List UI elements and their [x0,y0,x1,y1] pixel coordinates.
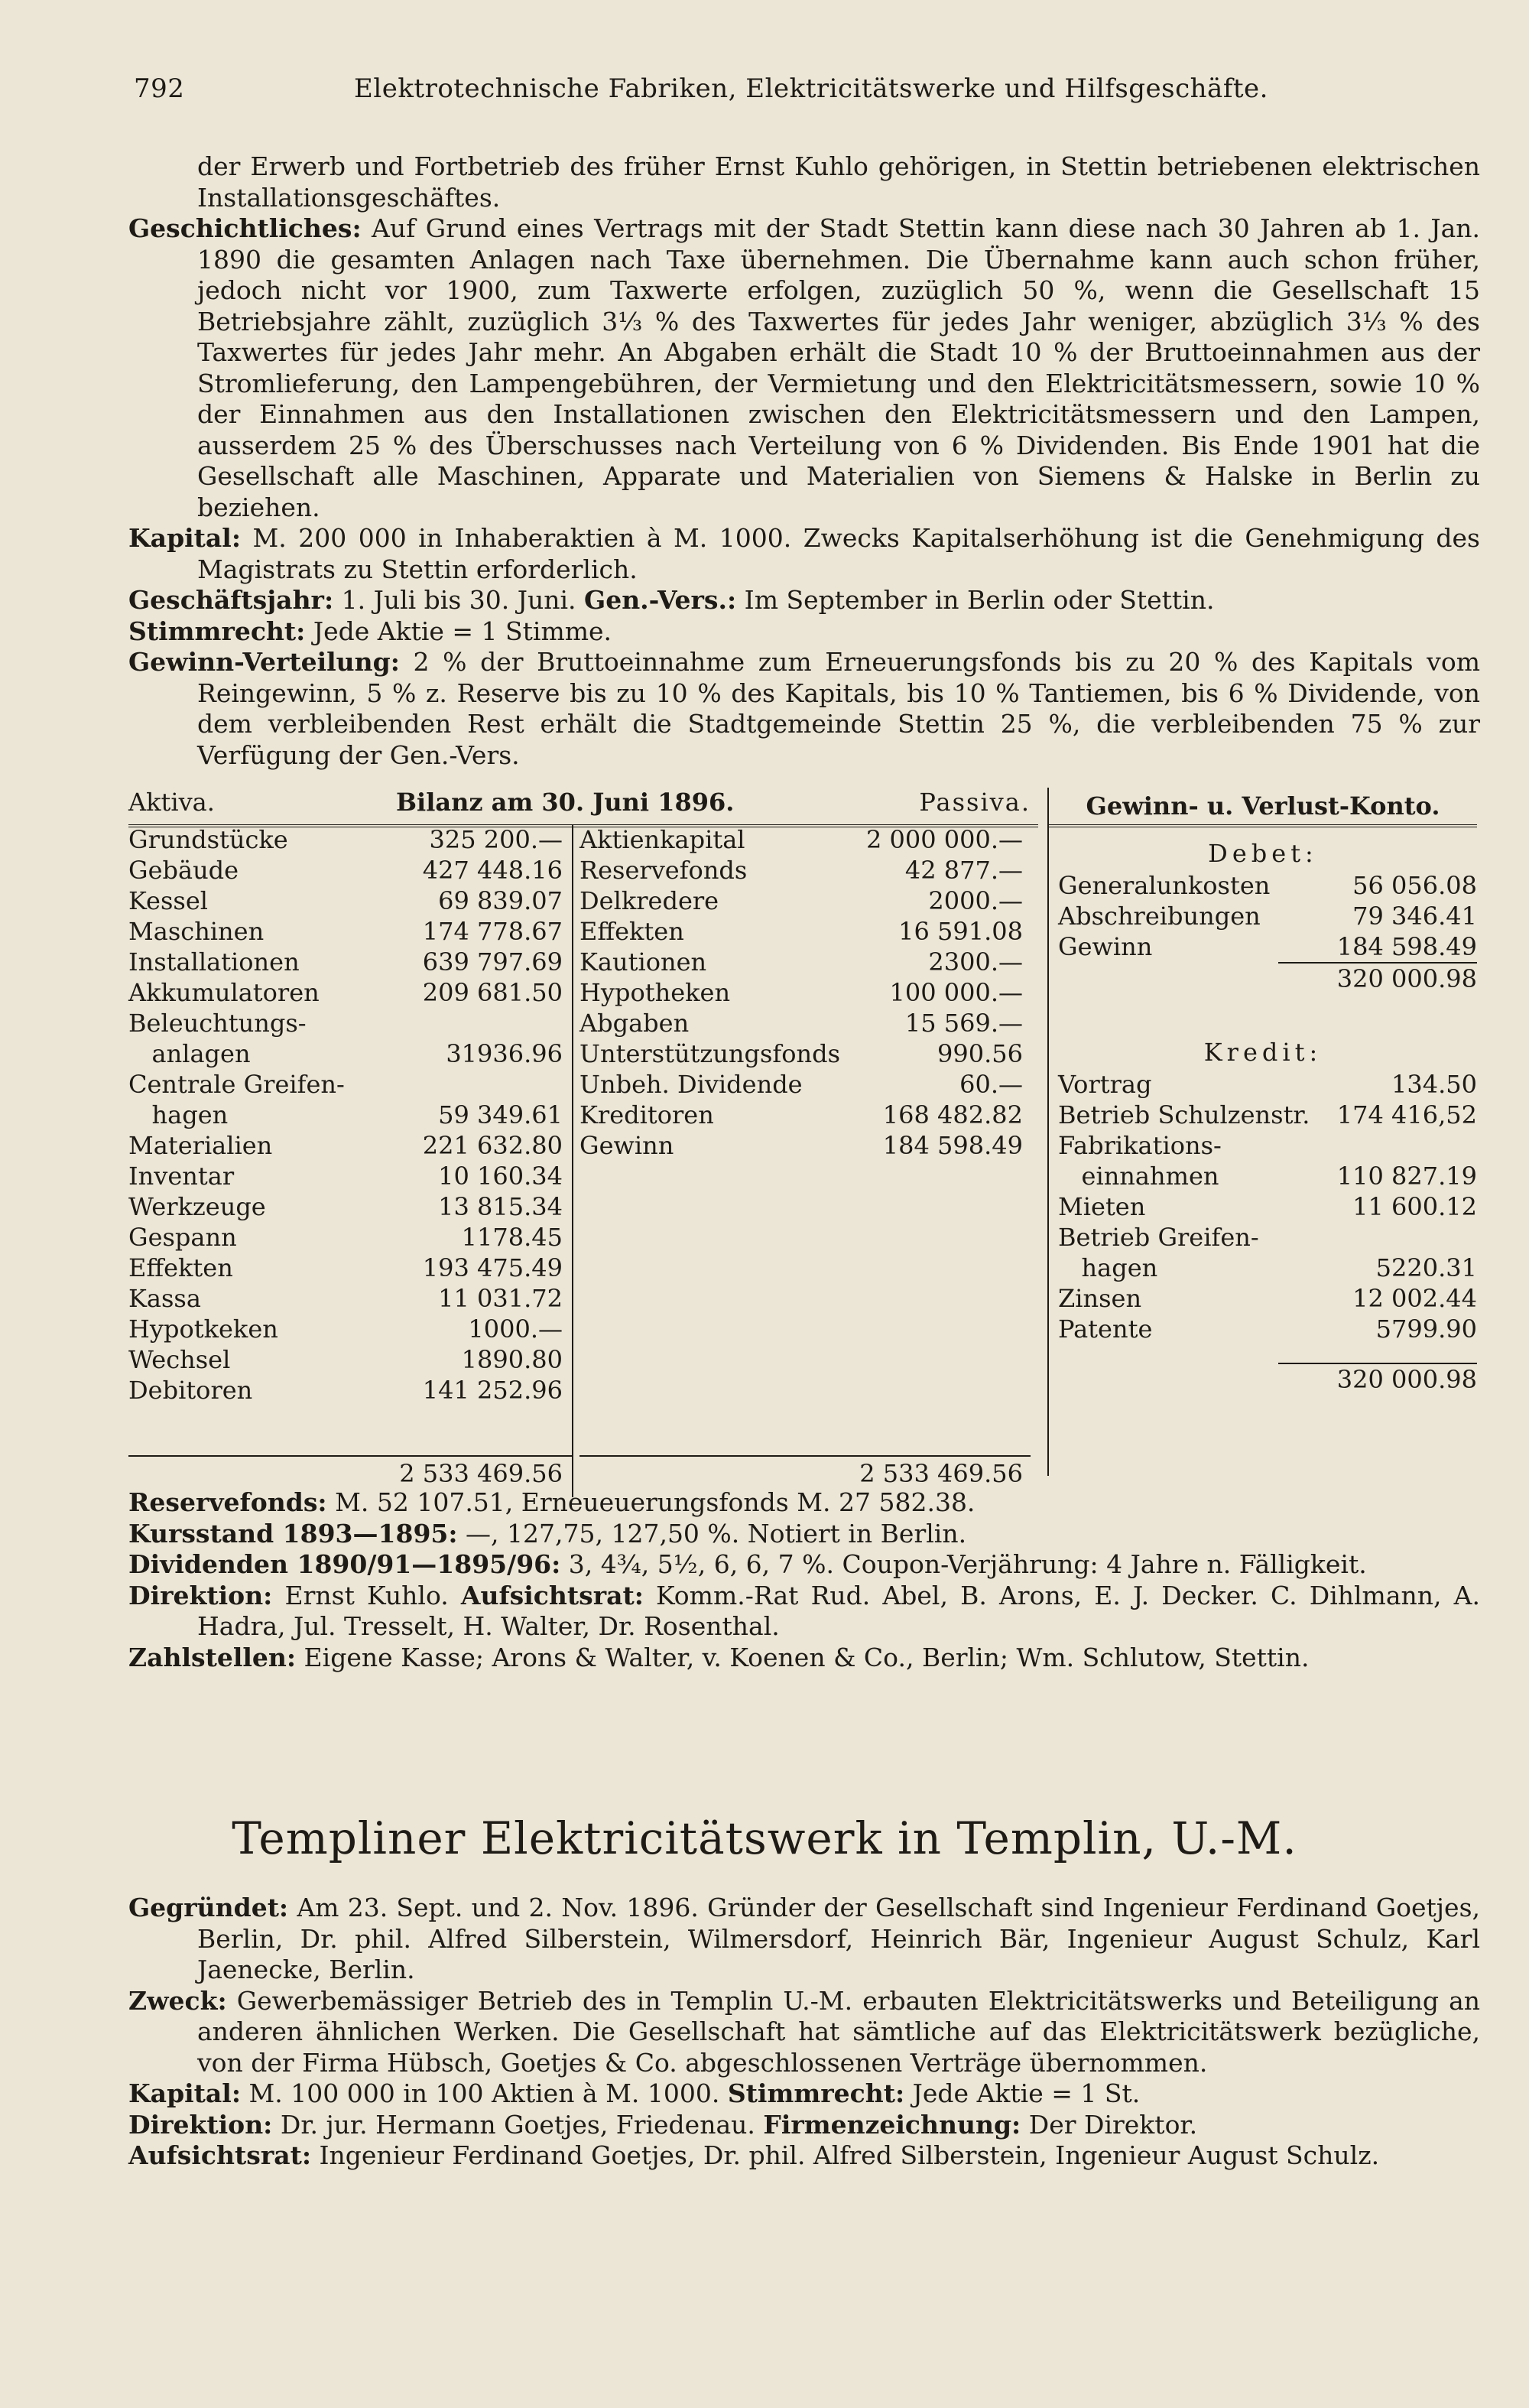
aktiva-value: 1890.80 [461,1345,563,1374]
financial-entry [128,1549,1480,1581]
templin-entry [128,2078,1480,2110]
entry-label: Stimmrecht: [128,616,306,646]
entry-label: Direktion: [128,1580,273,1610]
passiva-label: Kreditoren [579,1100,714,1129]
passiva-value: 2 000 000.— [865,825,1023,854]
aktiva-label: Grundstücke [128,825,288,854]
entry-label: Stimmrecht: [727,2078,905,2108]
entry-label: Gegründet: [128,1893,289,1922]
debet-row [1049,931,1477,962]
passiva-label: Passiva. [919,788,1031,817]
aktiva-column [128,824,573,1497]
passiva-label: Unterstützungsfonds [579,1039,841,1068]
aktiva-value: 174 778.67 [422,917,563,946]
debet-total: 320 000.98 [1336,964,1477,993]
kredit-value: 12 002.44 [1352,1284,1477,1313]
running-title: Elektrotechnische Fabriken, Elektricitätswerke und Hilfsgeschäfte. [354,73,1268,104]
entry-text: Eigene Kasse; Arons & Walter, v. Koenen & Co., Berlin; Wm. Schlutow, Stettin. [296,1642,1310,1672]
financial-entry [128,1487,1480,1519]
passiva-row [579,1008,1031,1038]
entry-text: Ingenieur Ferdinand Goetjes, Dr. phil. Alfred Silberstein, Ingenieur August Schulz. [311,2140,1380,2170]
info-entry [128,213,1480,523]
aktiva-value: 11 031.72 [438,1284,563,1313]
aktiva-row [128,1038,572,1069]
entry-text: Auf Grund eines Vertrags mit der Stadt Stettin kann diese nach 30 Jahren ab 1. Jan. 1890 die gesamten Anlagen nach Taxe übernehmen. Die Übernahme kann auch schon früher, jedoch nicht vor 1900, zum Taxwerte erfolgen, zuzüglich 50 %, wenn die Gesellschaft 15 Betriebsjahre zählt, zuzüglich 3⅓ % des Taxwertes für jedes Jahr weniger, abzüglich 3⅓ % des Taxwertes für jedes Jahr mehr. An Abgaben erhält die Stadt 10 % der Bruttoeinnahmen aus der Stromlieferung, den Lampengebühren, der Vermietung und den Elektricitätsmessern, sowie 10 % der Einnahmen aus den Installationen zwischen den Elektricitätsmessern und den Lampen, ausserdem 25 % des Überschusses nach Verteilung von 6 % Dividenden. Bis Ende 1901 hat die Gesellschaft alle Maschinen, Apparate und Materialien von Siemens & Halske in Berlin zu beziehen. [197,213,1480,522]
kredit-row [1049,1283,1477,1314]
company-title: Templiner Elektricitätswerk in Templin, U.-M. [232,1812,1297,1864]
aktiva-value: 59 349.61 [438,1100,563,1129]
aktiva-label: Akkumulatoren [128,978,320,1007]
aktiva-label: Maschinen [128,917,265,946]
kredit-label: Vortrag [1058,1070,1152,1099]
financial-entry [128,1519,1480,1550]
entry-label: Kapital: [128,523,242,553]
aktiva-label: Installationen [128,947,300,977]
kredit-value: 110 827.19 [1336,1162,1477,1191]
entry-text: Ernst Kuhlo. [272,1580,461,1610]
aktiva-label: Beleuchtungs- [128,1009,307,1038]
entry-label: Gewinn-Verteilung: [128,647,400,677]
passiva-label: Hypotheken [579,978,731,1007]
aktiva-row [128,824,572,855]
debet-value: 56 056.08 [1352,871,1477,900]
profit-loss-title: Gewinn- u. Verlust-Konto. [1049,788,1477,827]
entry-text: M. 200 000 in Inhaberaktien à M. 1000. Zwecks Kapitalserhöhung ist die Genehmigung des Magistrats zu Stettin erforderlich. [197,523,1480,584]
entry-label: Zahlstellen: [128,1642,297,1672]
aktiva-total-row [128,1455,572,1490]
aktiva-row [128,1283,572,1314]
entry-text: 2 % der Bruttoeinnahme zum Erneuerungsfonds bis zu 20 % des Kapitals vom Reingewinn, 5 % z. Reserve bis zu 10 % des Kapitals, bis 10 % Tantiemen, bis 6 % Dividende, von dem verbleibenden Rest erhält die Stadtgemeinde Stettin 25 %, die verbleibenden 75 % zur Verfügung der Gen.-Vers. [197,647,1480,770]
financial-notes-block [128,1487,1480,1673]
aktiva-row [128,1191,572,1222]
passiva-value: 2300.— [928,947,1023,977]
kredit-row [1049,1222,1477,1253]
aktiva-label: Hypotkeken [128,1314,278,1344]
entry-text: Komm.-Rat Rud. Abel, B. Arons, E. J. Decker. C. Dihlmann, A. Hadra, Jul. Tresselt, H. Walter, Dr. Rosenthal. [197,1580,1480,1641]
passiva-row [579,886,1031,916]
passiva-row [579,1130,1031,1161]
passiva-value: 100 000.— [889,978,1023,1007]
kredit-label: Zinsen [1058,1284,1142,1313]
aktiva-label: Aktiva. [128,788,215,817]
aktiva-label: Centrale Greifen- [128,1070,345,1099]
entry-text: 3, 4¾, 5½, 6, 6, 7 %. Coupon-Verjährung: 4 Jahre n. Fälligkeit. [560,1549,1367,1579]
aktiva-label: Kassa [128,1284,201,1313]
passiva-row [579,977,1031,1008]
aktiva-row [128,916,572,947]
aktiva-value: 221 632.80 [422,1131,563,1160]
debet-row [1049,870,1477,901]
templin-company-block [128,1893,1480,2172]
aktiva-label: Inventar [128,1162,235,1191]
aktiva-row [128,1314,572,1344]
templin-entry [128,1986,1480,2079]
aktiva-label: Kessel [128,886,208,915]
entry-label: Kapital: [128,2078,242,2108]
passiva-total: 2 533 469.56 [859,1459,1023,1488]
passiva-row [579,824,1031,855]
kredit-value: 11 600.12 [1352,1192,1477,1221]
passiva-label: Delkredere [579,886,719,915]
aktiva-value: 13 815.34 [438,1192,563,1221]
aktiva-value: 141 252.96 [422,1376,563,1405]
aktiva-value: 1178.45 [461,1223,563,1252]
kredit-label: einnahmen [1058,1162,1219,1191]
debet-row [1049,901,1477,931]
entry-label: Aufsichtsrat: [460,1580,644,1610]
aktiva-value: 69 839.07 [438,886,563,915]
debet-value: 79 346.41 [1352,902,1477,931]
info-entry [128,523,1480,585]
entry-text: M. 100 000 in 100 Aktien à M. 1000. [241,2078,728,2108]
aktiva-row [128,1253,572,1283]
aktiva-row [128,1344,572,1375]
aktiva-row [128,947,572,977]
passiva-value: 2000.— [928,886,1023,915]
entry-label: Zweck: [128,1985,227,2016]
entry-label: Dividenden 1890/91—1895/96: [128,1549,561,1579]
passiva-value: 168 482.82 [882,1100,1023,1129]
aktiva-row [128,1222,572,1253]
entry-text: Gewerbemässiger Betrieb des in Templin U.-M. erbauten Elektricitätswerks und Beteiligung an anderen ähnlichen Werken. Die Gesellschaft hat sämtliche auf das Elektricitätswerk bezügliche, von der Firma Hübsch, Goetjes & Co. abgeschlossenen Verträge übernommen. [197,1985,1480,2078]
debet-heading: Debet: [1208,839,1318,868]
kredit-row [1049,1100,1477,1130]
kredit-label: Patente [1058,1314,1153,1344]
passiva-label: Abgaben [579,1009,690,1038]
debet-label: Generalunkosten [1058,871,1271,900]
debet-label: Gewinn [1058,932,1153,961]
aktiva-row [128,977,572,1008]
passiva-value: 184 598.49 [882,1131,1023,1160]
financial-entry [128,1581,1480,1643]
kredit-value: 5220.31 [1375,1253,1477,1282]
aktiva-row [128,1375,572,1405]
entry-text: Im September in Berlin oder Stettin. [736,585,1215,615]
kredit-heading: Kredit: [1203,1038,1323,1067]
kredit-total: 320 000.98 [1336,1365,1477,1394]
templin-entry [128,2140,1480,2172]
aktiva-label: Effekten [128,1253,233,1282]
passiva-row [579,1069,1031,1100]
aktiva-value: 209 681.50 [422,978,563,1007]
entry-label: Geschichtliches: [128,213,362,243]
passiva-value: 16 591.08 [898,917,1023,946]
kredit-label: Betrieb Greifen- [1058,1223,1259,1252]
kredit-value: 134.50 [1391,1070,1477,1099]
aktiva-row [128,1100,572,1130]
financial-entry [128,1643,1480,1674]
info-entry [128,585,1480,616]
kredit-row [1049,1130,1477,1161]
passiva-value: 60.— [959,1070,1023,1099]
balance-sheet-title: Bilanz am 30. Juni 1896. [396,788,735,817]
kredit-label: Betrieb Schulzenstr. [1058,1100,1310,1129]
kredit-row [1049,1069,1477,1100]
kredit-row [1049,1191,1477,1222]
kredit-row [1049,1314,1477,1344]
passiva-row [579,947,1031,977]
passiva-row [579,1038,1031,1069]
company-description-block [128,151,1480,771]
passiva-label: Kautionen [579,947,707,977]
aktiva-row [128,1069,572,1100]
aktiva-row [128,1161,572,1191]
entry-text: Der Direktor. [1021,2109,1198,2140]
kredit-row [1049,1253,1477,1283]
entry-text: —, 127,75, 127,50 %. Notiert in Berlin. [457,1518,967,1548]
kredit-row [1049,1161,1477,1191]
kredit-label: Mieten [1058,1192,1146,1221]
kredit-label: Fabrikations- [1058,1131,1222,1160]
templin-entry [128,2110,1480,2141]
passiva-label: Aktienkapital [579,825,745,854]
entry-label: Firmenzeichnung: [763,2109,1021,2140]
entry-label: Reservefonds: [128,1487,327,1517]
aktiva-label: anlagen [128,1039,251,1068]
aktiva-total: 2 533 469.56 [399,1459,563,1488]
entry-text: Dr. jur. Hermann Goetjes, Friedenau. [272,2109,764,2140]
entry-label: Gen.-Vers.: [584,585,737,615]
kredit-value: 5799.90 [1375,1314,1477,1344]
aktiva-label: Gespann [128,1223,237,1252]
passiva-row [579,1100,1031,1130]
entry-label: Geschäftsjahr: [128,585,334,615]
aktiva-value: 31936.96 [446,1039,563,1068]
profit-loss-account [1047,788,1477,1476]
passiva-total-row [579,1455,1031,1490]
aktiva-row [128,855,572,886]
entry-text: M. 52 107.51, Erneueuerungsfonds M. 27 582.38. [326,1487,976,1517]
passiva-value: 15 569.— [904,1009,1023,1038]
debet-value: 184 598.49 [1336,932,1477,961]
passiva-label: Effekten [579,917,684,946]
passiva-label: Gewinn [579,1131,674,1160]
passiva-value: 42 877.— [904,856,1023,885]
passiva-row [579,916,1031,947]
aktiva-label: Wechsel [128,1345,231,1374]
page-number: 792 [134,73,185,104]
aktiva-row [128,886,572,916]
aktiva-value: 1000.— [468,1314,563,1344]
info-entry [128,616,1480,648]
templin-entry [128,1893,1480,1986]
entry-text: Jede Aktie = 1 Stimme. [305,616,612,646]
aktiva-label: Debitoren [128,1376,253,1405]
aktiva-value: 325 200.— [429,825,563,854]
kredit-value: 174 416,52 [1336,1100,1477,1129]
info-entry [128,647,1480,771]
aktiva-row [128,1130,572,1161]
aktiva-label: Materialien [128,1131,273,1160]
entry-label: Kursstand 1893—1895: [128,1518,458,1548]
passiva-column [579,824,1031,1497]
passiva-value: 990.56 [937,1039,1023,1068]
entry-text: 1. Juli bis 30. Juni. [333,585,585,615]
entry-text: Am 23. Sept. und 2. Nov. 1896. Gründer der Gesellschaft sind Ingenieur Ferdinand Goetjes, Berlin, Dr. phil. Alfred Silberstein, Wilmersdorf, Heinrich Bär, Ingenieur August Schulz, Karl Jaenecke, Berlin. [197,1893,1480,1984]
balance-sheet [128,788,1038,1488]
passiva-label: Unbeh. Dividende [579,1070,803,1099]
kredit-label: hagen [1058,1253,1158,1282]
passiva-label: Reservefonds [579,856,748,885]
entry-label: Aufsichtsrat: [128,2140,312,2170]
passiva-row [579,855,1031,886]
aktiva-label: Werkzeuge [128,1192,266,1221]
entry-text: Jede Aktie = 1 St. [904,2078,1141,2108]
aktiva-value: 193 475.49 [422,1253,563,1282]
aktiva-label: Gebäude [128,856,239,885]
aktiva-value: 10 160.34 [438,1162,563,1191]
aktiva-value: 427 448.16 [422,856,563,885]
aktiva-value: 639 797.69 [422,947,563,977]
debet-total-row [1278,962,1477,994]
intro-paragraph: der Erwerb und Fortbetrieb des früher Ernst Kuhlo gehörigen, in Stettin betriebenen elektrischen Installationsgeschäftes. [197,151,1480,213]
aktiva-row [128,1008,572,1038]
entry-label: Direktion: [128,2109,273,2140]
balance-sheet-header [128,788,1038,827]
aktiva-label: hagen [128,1100,229,1129]
debet-label: Abschreibungen [1058,902,1261,931]
kredit-total-row [1278,1363,1477,1395]
